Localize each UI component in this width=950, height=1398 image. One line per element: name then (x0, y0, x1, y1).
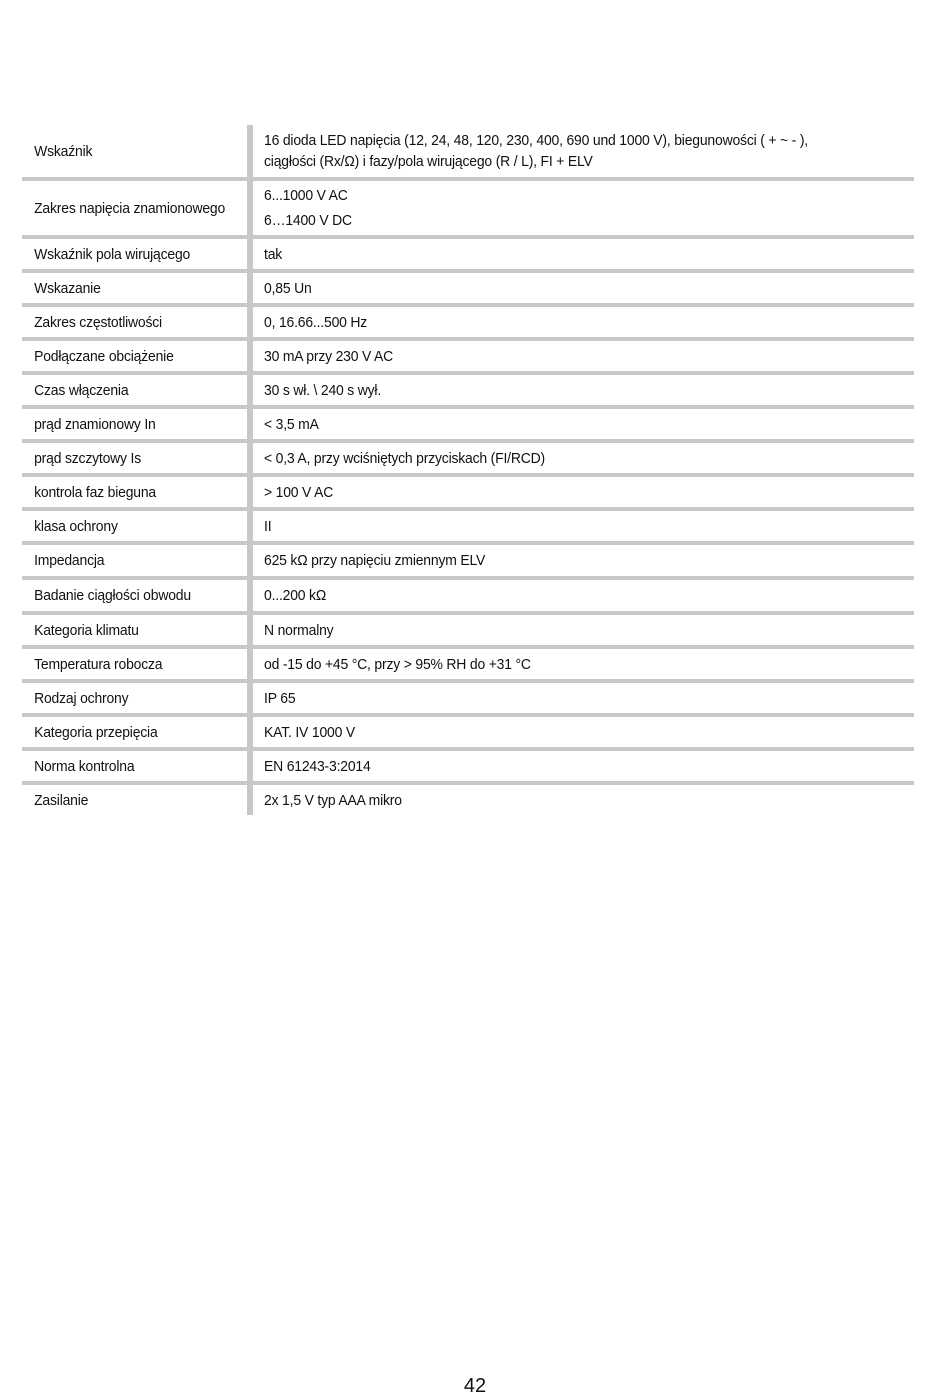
spec-label: Kategoria przepięcia (34, 723, 158, 741)
spec-value-line: IP 65 (264, 689, 296, 707)
spec-value-line: < 3,5 mA (264, 415, 319, 433)
spec-row (22, 615, 914, 649)
page-number: 42 (463, 1375, 487, 1397)
spec-value-line: 0...200 kΩ (264, 587, 327, 604)
spec-row-indicator (22, 125, 914, 181)
spec-value (253, 307, 914, 337)
spec-value (253, 443, 914, 473)
spec-label: Wskazanie (34, 279, 101, 297)
spec-value (253, 511, 914, 541)
spec-row (22, 477, 914, 511)
spec-label: Rodzaj ochrony (34, 689, 129, 707)
spec-value (253, 181, 914, 235)
spec-row (22, 580, 914, 615)
spec-value (253, 545, 914, 576)
spec-value-line: tak (264, 245, 283, 263)
spec-value-line: EN 61243-3:2014 (264, 757, 371, 775)
spec-value-line: 0,85 Un (264, 279, 312, 297)
spec-label: Zasilanie (34, 791, 89, 809)
spec-value (253, 683, 914, 713)
spec-label: Temperatura robocza (34, 655, 163, 673)
spec-value (253, 239, 914, 269)
spec-row (22, 239, 914, 273)
spec-row-voltage-range (22, 181, 914, 239)
spec-label: Zakres częstotliwości (34, 313, 162, 331)
spec-value (253, 477, 914, 507)
spec-label: Podłączane obciążenie (34, 347, 174, 365)
spec-label: Impedancja (34, 552, 105, 569)
spec-value (253, 580, 914, 611)
spec-row (22, 785, 914, 815)
spec-row (22, 751, 914, 785)
spec-row (22, 683, 914, 717)
spec-value-line: 625 kΩ przy napięciu zmiennym ELV (264, 552, 486, 569)
spec-label: kontrola faz bieguna (34, 483, 157, 501)
spec-value (253, 785, 914, 815)
spec-value (253, 615, 914, 645)
spec-label: Wskaźnik pola wirującego (34, 245, 191, 263)
spec-value-line: od -15 do +45 °C, przy > 95% RH do +31 °C (264, 655, 531, 673)
spec-table (22, 125, 914, 815)
spec-row (22, 273, 914, 307)
spec-row (22, 511, 914, 545)
spec-row (22, 545, 914, 580)
spec-value-line: N normalny (264, 621, 334, 639)
spec-row (22, 649, 914, 683)
spec-row (22, 409, 914, 443)
spec-value-line: ciągłości (Rx/Ω) i fazy/pola wirującego (R / L), FI + ELV (264, 153, 593, 170)
spec-value (253, 341, 914, 371)
spec-row (22, 341, 914, 375)
spec-row (22, 375, 914, 409)
spec-value (253, 649, 914, 679)
spec-value-line: 6…1400 V DC (264, 212, 352, 229)
spec-value-line: > 100 V AC (264, 483, 334, 501)
spec-value-line: KAT. IV 1000 V (264, 723, 355, 741)
spec-label: prąd szczytowy Is (34, 449, 142, 467)
spec-value-line: 30 mA przy 230 V AC (264, 347, 394, 365)
spec-value (253, 375, 914, 405)
spec-value-line: 6...1000 V AC (264, 187, 348, 204)
spec-label: klasa ochrony (34, 517, 118, 535)
spec-row (22, 717, 914, 751)
spec-value (253, 717, 914, 747)
spec-label: Kategoria klimatu (34, 621, 139, 639)
spec-row (22, 443, 914, 477)
spec-value (253, 273, 914, 303)
spec-label: Badanie ciągłości obwodu (34, 587, 191, 604)
spec-label: prąd znamionowy In (34, 415, 156, 433)
spec-value-line: 16 dioda LED napięcia (12, 24, 48, 120, 230, 400, 690 und 1000 V), biegunowości ( + ~ - ), (264, 132, 808, 149)
spec-label: Zakres napięcia znamionowego (34, 199, 226, 217)
spec-value (253, 751, 914, 781)
spec-label: Wskaźnik (34, 142, 93, 160)
spec-value-line: 30 s wł. \ 240 s wył. (264, 381, 382, 399)
spec-label: Norma kontrolna (34, 757, 135, 775)
spec-row (22, 307, 914, 341)
spec-value (253, 125, 914, 177)
spec-value (253, 409, 914, 439)
spec-value-line: 2x 1,5 V typ AAA mikro (264, 791, 402, 809)
spec-value-line: 0, 16.66...500 Hz (264, 313, 368, 331)
spec-value-line: II (264, 517, 272, 535)
spec-label: Czas włączenia (34, 381, 129, 399)
spec-value-line: < 0,3 A, przy wciśniętych przyciskach (FI/RCD) (264, 449, 545, 467)
